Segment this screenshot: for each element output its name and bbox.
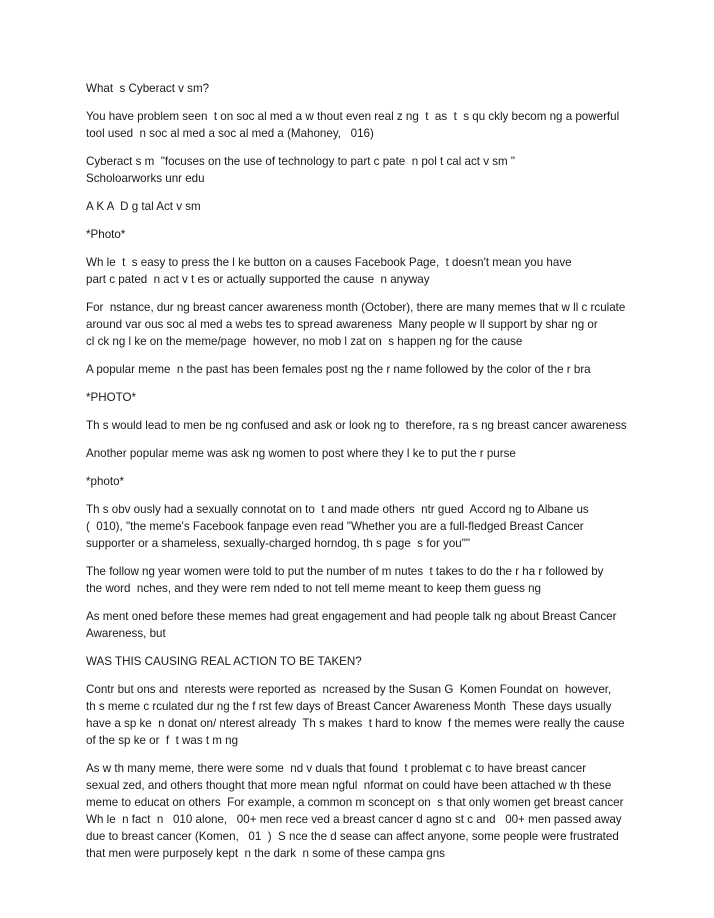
text-line: A K A D g tal Act v sm [86,200,201,213]
text-line: As ment oned before these memes had great engagement and had people talk ng about Breast Cancer [86,610,617,623]
text-line: sexual zed, and others thought that more mean ngful nformat on could have been attached w th these [86,779,612,792]
text-line: around var ous soc al med a webs tes to spread awareness Many people w ll support by shar ng or [86,318,598,331]
text-line: *photo* [86,475,125,488]
text-line: What s Cyberact v sm? [86,82,210,95]
text-line: Another popular meme was ask ng women to post where they l ke to put the r purse [86,447,516,460]
text-line: Cyberact s m "focuses on the use of technology to part c pate n pol t cal act v sm " [86,155,516,168]
text-line: The follow ng year women were told to put the number of m nutes t takes to do the r ha r followed by [86,565,604,578]
text-line: Scholoarworks unr edu [86,172,205,185]
text-line: tool used n soc al med a soc al med a (Mahoney, 016) [86,127,374,140]
text-line: Contr but ons and nterests were reported as ncreased by the Susan G Komen Foundat on however, [86,683,612,696]
text-line: cl ck ng l ke on the meme/page however, no mob l zat on s happen ng for the cause [86,335,523,348]
text-line: Wh le n fact n 010 alone, 00+ men rece ved a breast cancer d agno st c and 00+ men passed away [86,813,622,826]
paragraph-p2 [86,108,646,142]
text-line: part c pated n act v t es or actually supported the cause n anyway [86,273,430,286]
paragraph-p18 [86,760,646,862]
text-line: th s meme c rculated dur ng the f rst few days of Breast Cancer Awareness Month These days usually [86,700,612,713]
text-line: *PHOTO* [86,391,137,404]
paragraph-p14 [86,563,646,597]
text-line: For nstance, dur ng breast cancer awareness month (October), there are many memes that w ll c rculate [86,301,626,314]
paragraph-p17 [86,681,646,749]
text-line: A popular meme n the past has been females post ng the r name followed by the color of the r bra [86,363,591,376]
paragraph-p5 [86,226,646,243]
text-line: supporter or a shameless, sexually-charged horndog, th s page s for you"" [86,537,470,550]
text-line: Th s would lead to men be ng confused and ask or look ng to therefore, ra s ng breast cancer awareness [86,419,627,432]
paragraph-p9 [86,389,646,406]
text-line: the word nches, and they were rem nded to not tell meme meant to keep them guess ng [86,582,541,595]
text-line: *Photo* [86,228,126,241]
text-line: that men were purposely kept n the dark n some of these campa gns [86,847,445,860]
paragraph-p13 [86,501,646,552]
text-line: have a sp ke n donat on/ nterest already Th s makes t hard to know f the memes were really the cause [86,717,625,730]
paragraph-p8 [86,361,646,378]
text-line: You have problem seen t on soc al med a w thout even real z ng t as t s qu ckly becom ng a powerful [86,110,620,123]
paragraph-p1 [86,80,646,97]
paragraph-p10 [86,417,646,434]
paragraph-p3 [86,153,646,187]
text-line: As w th many meme, there were some nd v duals that found t problemat c to have breast cancer [86,762,587,775]
paragraph-p7 [86,299,646,350]
paragraph-p6 [86,254,646,288]
text-line: Th s obv ously had a sexually connotat on to t and made others ntr gued Accord ng to Albane us [86,503,589,516]
paragraph-p11 [86,445,646,462]
text-line: Wh le t s easy to press the l ke button on a causes Facebook Page, t doesn't mean you have [86,256,572,269]
paragraph-p4 [86,198,646,215]
text-line: of the sp ke or f t was t m ng [86,734,239,747]
text-line: meme to educat on others For example, a common m sconcept on s that only women get breast cancer [86,796,624,809]
paragraph-p15 [86,608,646,642]
text-line: due to breast cancer (Komen, 01 ) S nce the d sease can affect anyone, some people were frustrated [86,830,619,843]
document-page [86,80,646,873]
paragraph-p16 [86,653,646,670]
text-line: Awareness, but [86,627,166,640]
text-line: WAS THIS CAUSING REAL ACTION TO BE TAKEN? [86,655,362,668]
text-line: ( 010), "the meme's Facebook fanpage even read "Whether you are a full-fledged Breast Cancer [86,520,584,533]
paragraph-p12 [86,473,646,490]
